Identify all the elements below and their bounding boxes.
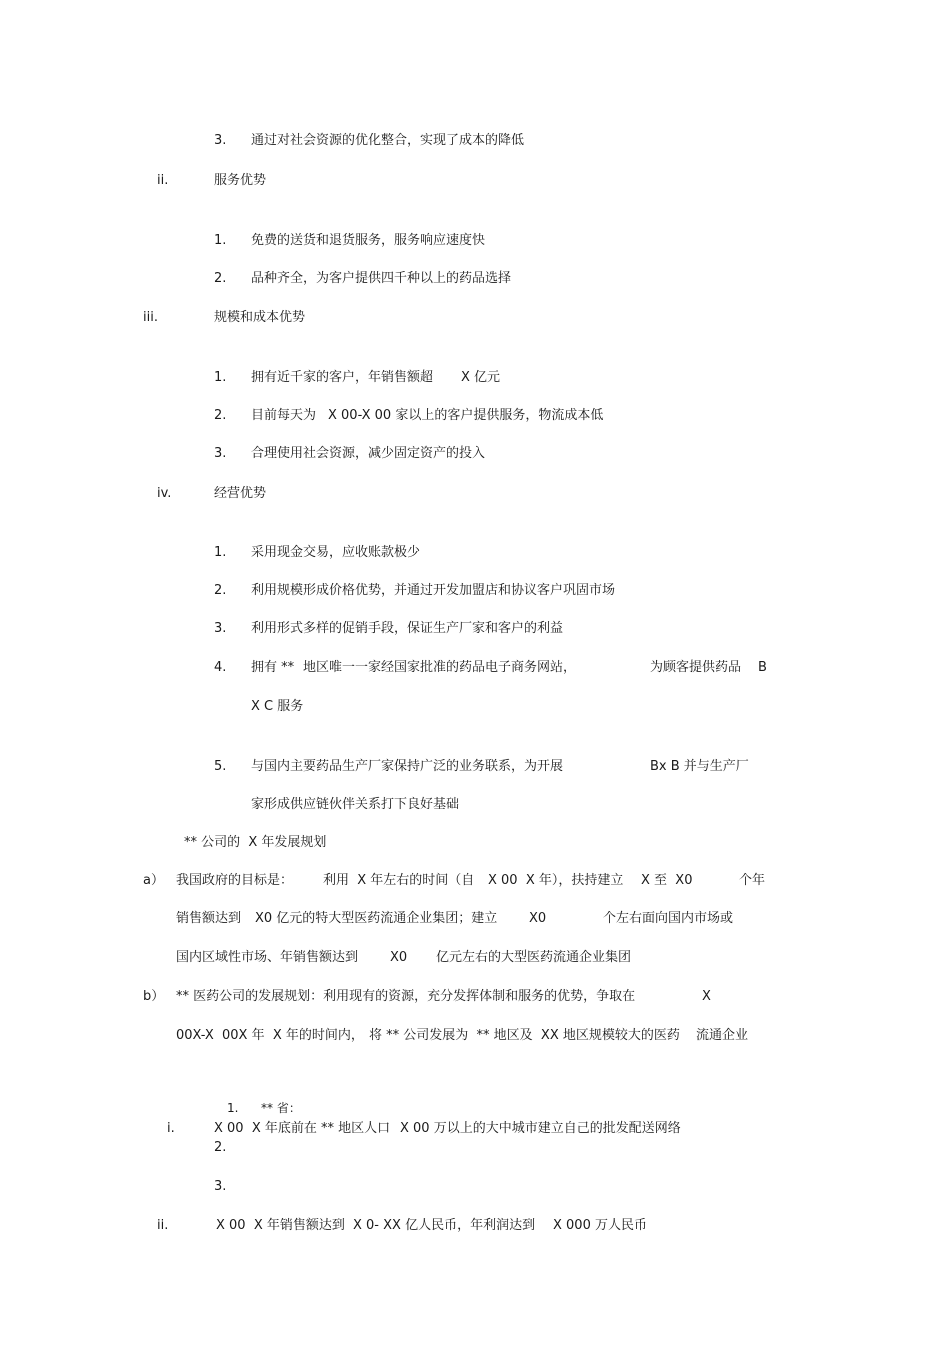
letter-marker: a） [143, 873, 164, 888]
section-heading: 规模和成本优势 [214, 310, 306, 325]
item-text: 利用规模形成价格优势，并通过开发加盟店和协议客户巩固市场 [251, 583, 616, 598]
plan-a-text: 个左右面向国内市场或 [603, 911, 734, 926]
item-number: 2. [214, 1140, 227, 1155]
plan-a-text: X 至 X0 [641, 873, 693, 888]
item-text: 目前每天为 [251, 408, 317, 423]
plan-a-text: X0 [390, 950, 408, 965]
item-text: 利用形式多样的促销手段，保证生产厂家和客户的利益 [251, 621, 564, 636]
roman-marker: ii. [157, 173, 169, 188]
plan-a-text: 国内区域性市场、年销售额达到 [176, 950, 359, 965]
province-goal: X 00 X 年底前在 ** 地区人口 [214, 1121, 391, 1136]
plan-a-text: X 00 X 年），扶持建立 [488, 873, 624, 888]
item-number: 3. [214, 133, 227, 148]
letter-marker: b） [143, 989, 165, 1004]
item-number: 1. [214, 233, 227, 248]
plan-a-text: 销售额达到 [176, 911, 242, 926]
item-text: 品种齐全，为客户提供四千种以上的药品选择 [251, 271, 512, 286]
item-text: 为顾客提供药品 [650, 660, 742, 675]
plan-b-text: 将 ** 公司发展为 ** 地区及 XX 地区规模较大的医药 [369, 1028, 680, 1043]
sales-goal: X 00 X 年销售额达到 [216, 1218, 345, 1233]
section-heading: 服务优势 [214, 173, 267, 188]
plan-a-text: X0 [529, 911, 547, 926]
section-heading: 经营优势 [214, 486, 267, 501]
plan-a-text: 我国政府的目标是： [176, 873, 294, 888]
plan-heading: ** 公司的 X 年发展规划 [184, 835, 327, 850]
plan-a-text: X0 亿元的特大型医药流通企业集团；建立 [255, 911, 498, 926]
roman-marker: iii. [143, 310, 158, 325]
item-number: 5. [214, 759, 227, 774]
roman-marker: ii. [157, 1218, 169, 1233]
item-text-continued: 家形成供应链伙伴关系打下良好基础 [251, 797, 460, 812]
item-number: 2. [214, 271, 227, 286]
item-text: 拥有近千家的客户，年销售额超 [251, 370, 434, 385]
province-label: ** 省： [261, 1101, 301, 1115]
item-number: 1. [227, 1101, 239, 1115]
plan-b-text: ** 医药公司的发展规划：利用现有的资源，充分发挥体制和服务的优势，争取在 [176, 989, 636, 1004]
plan-b-text: 流通企业 [696, 1028, 749, 1043]
item-text: 合理使用社会资源，减少固定资产的投入 [251, 446, 486, 461]
item-text-continued: X C 服务 [251, 699, 304, 714]
item-number: 2. [214, 408, 227, 423]
plan-a-text: 利用 X 年左右的时间（自 [323, 873, 475, 888]
item-text: 地区唯一一家经国家批准的药品电子商务网站， [303, 660, 577, 675]
item-number: 3. [214, 621, 227, 636]
plan-a-text: 个年 [739, 873, 766, 888]
item-text: Bx B 并与生产厂 [650, 759, 749, 774]
sales-goal: X 000 万人民币 [553, 1218, 647, 1233]
plan-b-text: X [702, 989, 711, 1004]
item-number: 2. [214, 583, 227, 598]
roman-marker: i. [167, 1121, 175, 1136]
item-text: 采用现金交易，应收账款极少 [251, 545, 421, 560]
item-number: 1. [214, 370, 227, 385]
roman-marker: iv. [157, 486, 172, 501]
item-text: 拥有 ** [251, 660, 295, 675]
item-text: 与国内主要药品生产厂家保持广泛的业务联系，为开展 [251, 759, 564, 774]
item-text-tail: X 亿元 [461, 370, 501, 385]
item-text-tail: X 00-X 00 家以上的客户提供服务，物流成本低 [328, 408, 604, 423]
sales-goal: X 0- XX 亿人民币，年利润达到 [353, 1218, 536, 1233]
item-text: B [758, 660, 767, 675]
plan-b-text: 00X-X 00X 年 X 年的时间内， [176, 1028, 364, 1043]
item-number: 4. [214, 660, 227, 675]
item-number: 3. [214, 446, 227, 461]
item-text: 通过对社会资源的优化整合，实现了成本的降低 [251, 133, 525, 148]
item-text: 免费的送货和退货服务，服务响应速度快 [251, 233, 486, 248]
plan-a-text: 亿元左右的大型医药流通企业集团 [436, 950, 632, 965]
province-goal-tail: X 00 万以上的大中城市建立自己的批发配送网络 [400, 1121, 681, 1136]
item-number: 3. [214, 1179, 227, 1194]
item-number: 1. [214, 545, 227, 560]
